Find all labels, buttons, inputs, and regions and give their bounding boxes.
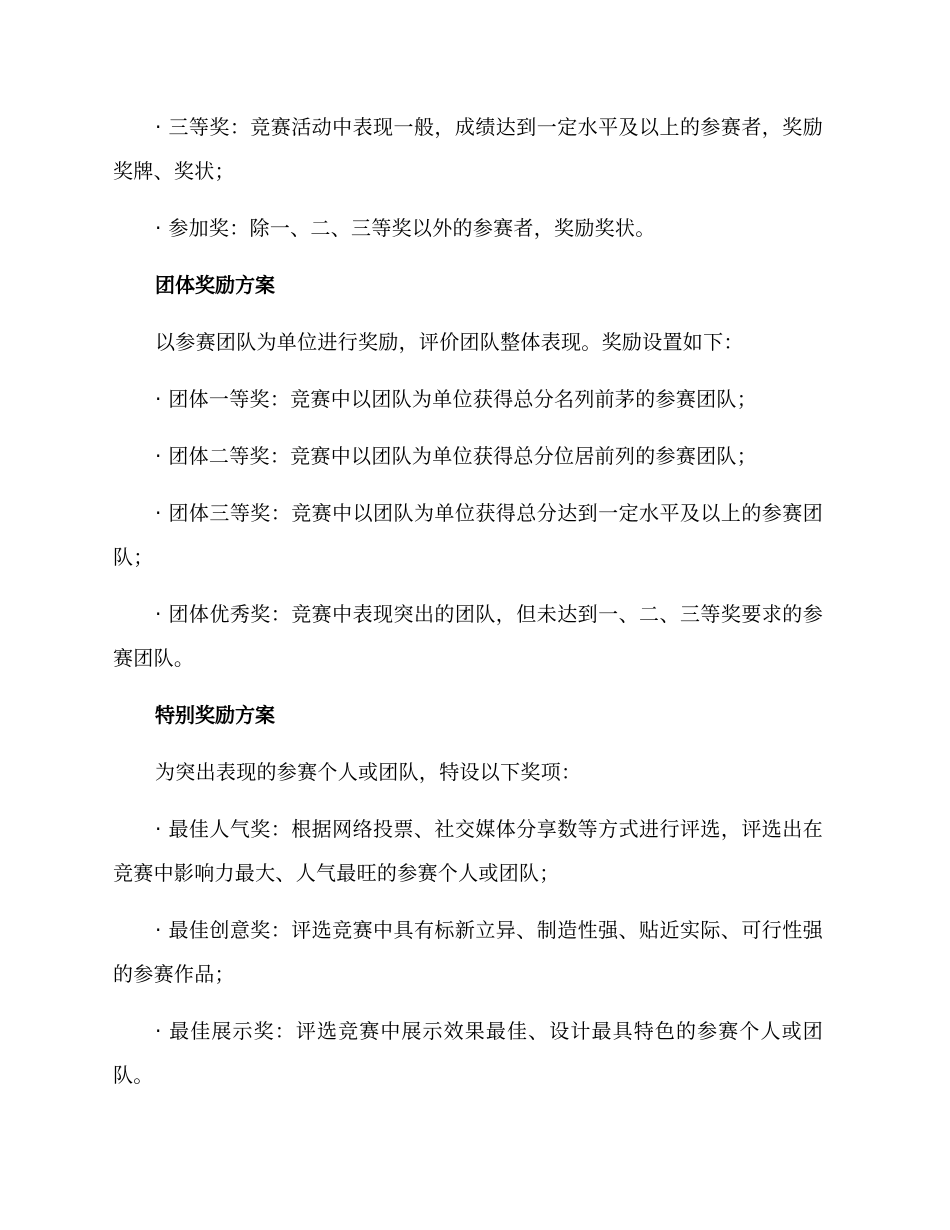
heading-special-awards: 特别奖励方案: [155, 703, 275, 727]
document-page: [113, 105, 823, 1110]
paragraph-team-intro: 以参赛团队为单位进行奖励，评价团队整体表现。奖励设置如下：: [155, 330, 744, 354]
paragraph-presentation-award: · 最佳展示奖：评选竞赛中展示效果最佳、设计最具特色的参赛个人或团队。: [113, 1019, 823, 1087]
paragraph-team-third-prize: · 团体三等奖：竞赛中以团队为单位获得总分达到一定水平及以上的参赛团队；: [113, 501, 823, 569]
paragraph-creativity-award: · 最佳创意奖：评选竞赛中具有标新立异、制造性强、贴近实际、可行性强的参赛作品；: [113, 918, 823, 986]
paragraph-team-second-prize: · 团体二等奖：竞赛中以团队为单位获得总分位居前列的参赛团队；: [155, 444, 758, 468]
paragraph-third-prize: · 三等奖：竞赛活动中表现一般，成绩达到一定水平及以上的参赛者，奖励奖牌、奖状；: [113, 115, 823, 183]
heading-team-awards: 团体奖励方案: [155, 273, 275, 297]
paragraph-special-intro: 为突出表现的参赛个人或团队，特设以下奖项：: [155, 760, 582, 784]
paragraph-popularity-award: · 最佳人气奖：根据网络投票、社交媒体分享数等方式进行评选，评选出在竞赛中影响力最大、人气最旺的参赛个人或团队；: [113, 817, 823, 885]
paragraph-participation-prize: · 参加奖：除一、二、三等奖以外的参赛者，奖励奖状。: [155, 216, 656, 240]
paragraph-team-first-prize: · 团体一等奖：竞赛中以团队为单位获得总分名列前茅的参赛团队；: [155, 387, 758, 411]
paragraph-team-excellence-prize: · 团体优秀奖：竞赛中表现突出的团队，但未达到一、二、三等奖要求的参赛团队。: [113, 602, 823, 670]
